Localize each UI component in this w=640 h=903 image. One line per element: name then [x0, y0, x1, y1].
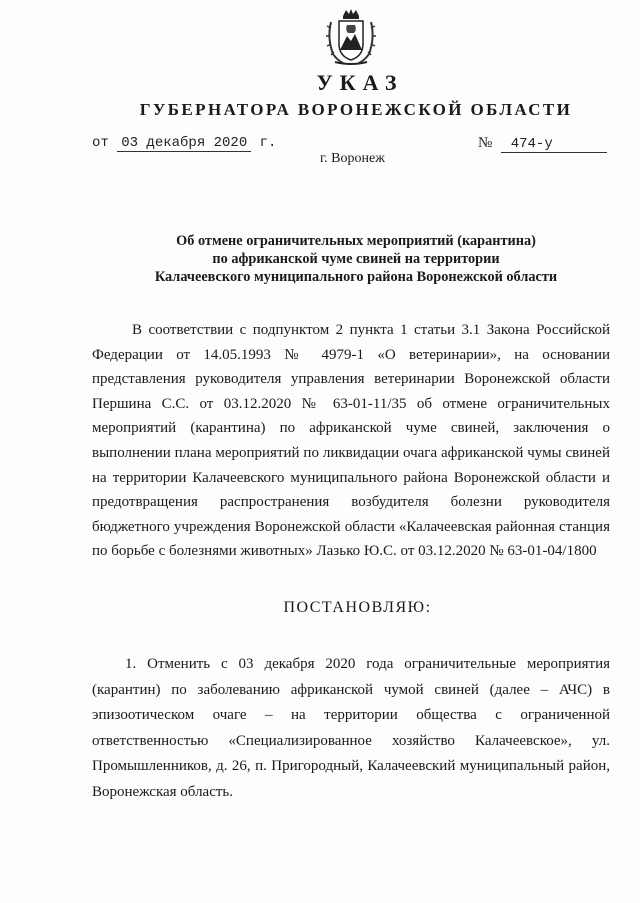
date-value: 03 декабря 2020: [117, 135, 251, 152]
number-value: 474-у: [501, 136, 607, 153]
subject-line: Об отмене ограничительных мероприятий (карантина): [176, 233, 536, 249]
date-prefix: от: [92, 135, 109, 151]
coat-of-arms-icon: [325, 8, 377, 66]
subject-line: Калачеевского муниципального района Воронежской области: [154, 269, 558, 285]
date-suffix: г.: [259, 135, 277, 151]
point-1-paragraph: 1. Отменить с 03 декабря 2020 года ограничительные мероприятия (карантин) по заболеванию африканской чумой свиней (далее – АЧС) в эпизоотическом очаге – на территории общества с ограниченной ответственностью «Специализированное хозяйство Калачеевское», ул. Промышленников, д. 26, п. Пригородный, Калачеевский муниципальный район, Воронежская область.: [92, 656, 610, 800]
decree-title: УКАЗ: [316, 70, 404, 95]
decree-number: [478, 135, 607, 153]
number-prefix: №: [478, 135, 493, 151]
resolve-heading: ПОСТАНОВЛЯЮ:: [283, 599, 432, 616]
preamble-paragraph: В соответствии с подпунктом 2 пункта 1 статьи 3.1 Закона Российской Федерации от 14.05.1993 № 4979-1 «О ветеринарии», на основании представления руководителя управления ветеринарии Воронежской области Першина С.С. от 03.12.2020 № 63-01-11/35 об отмене ограничительных мероприятий (карантина) по африканской чуме свиней, заключения о выполнении плана мероприятий по ликвидации очага африканской чумы свиней на территории Калачеевского муниципального района Воронежской области и предотвращения распространения возбудителя болезни руководителя бюджетного учреждения Воронежской области «Калачеевская районная станция по борьбе с болезнями животных» Лазько Ю.С. от 03.12.2020 № 63-01-04/1800: [92, 322, 610, 560]
decree-date: [92, 135, 276, 152]
city-label: г. Воронеж: [320, 151, 385, 166]
issuer-title: ГУБЕРНАТОРА ВОРОНЕЖСКОЙ ОБЛАСТИ: [139, 100, 573, 119]
decree-subject: [0, 232, 640, 286]
subject-line: по африканской чуме свиней на территории: [212, 251, 500, 267]
